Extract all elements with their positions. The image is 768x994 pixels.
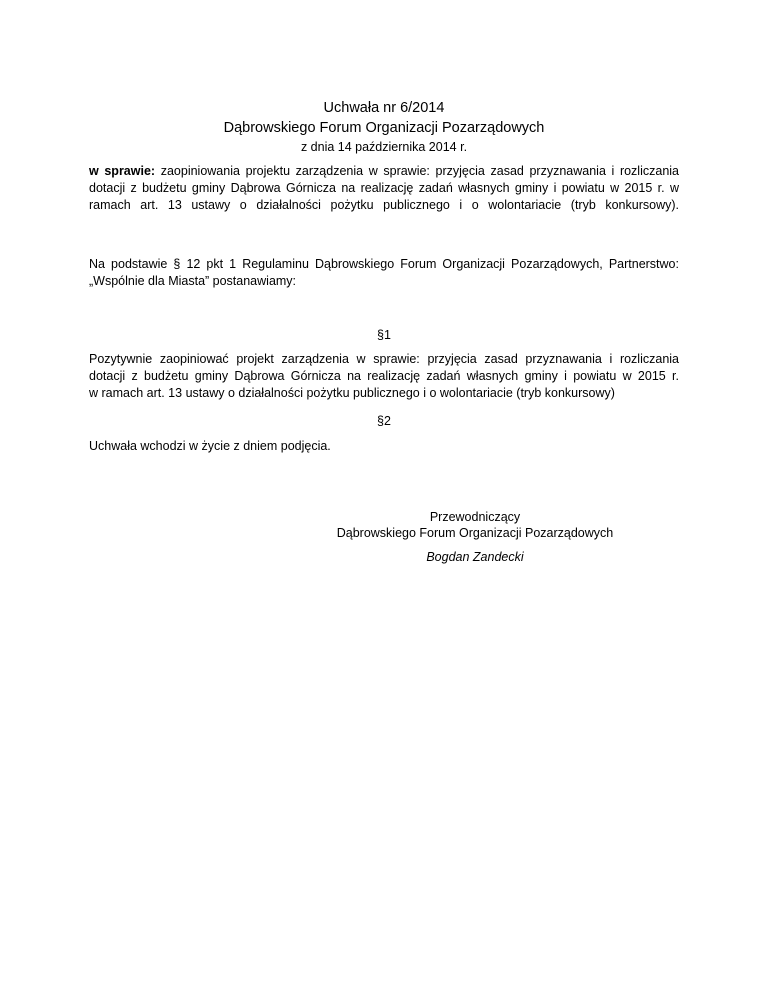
section-2-paragraph: Uchwała wchodzi w życie z dniem podjęcia. [89, 439, 331, 453]
section-2-heading: §2 [377, 414, 391, 428]
organization-name: Dąbrowskiego Forum Organizacji Pozarządowych [223, 120, 545, 136]
signature-name: Bogdan Zandecki [426, 550, 524, 564]
section-1-line-2: dotacji z budżetu gminy Dąbrowa Górnicza na realizację zadań własnych gminy i powiatu w 2015 r. [89, 369, 679, 383]
subject-line-2: dotacji z budżetu gminy Dąbrowa Górnicza na realizację zadań własnych gminy i powiatu w 2015 r. w [89, 181, 679, 195]
subject-line-1 [89, 163, 679, 180]
basis-paragraph [89, 256, 679, 290]
document-header [0, 98, 768, 156]
subject-line-3: ramach art. 13 ustawy o działalności pożytku publicznego i o wolontariacie (tryb konkursowy). [89, 198, 679, 212]
subject-lead: w sprawie: [89, 164, 156, 178]
section-1-line-1: Pozytywnie zaopiniować projekt zarządzenia w sprawie: przyjęcia zasad przyznawania i rozliczania [89, 352, 679, 366]
section-1-line-3: w ramach art. 13 ustawy o działalności pożytku publicznego i o wolontariacie (tryb konkursowy) [89, 386, 615, 400]
resolution-date: z dnia 14 października 2014 r. [300, 140, 468, 154]
section-1-paragraph [89, 351, 679, 402]
signature-organization: Dąbrowskiego Forum Organizacji Pozarządowych [336, 526, 614, 540]
signature-role: Przewodniczący [429, 510, 521, 524]
basis-line-2: „Wspólnie dla Miasta” postanawiamy: [89, 274, 297, 288]
basis-line-1: Na podstawie § 12 pkt 1 Regulaminu Dąbrowskiego Forum Organizacji Pozarządowych, Partnerstwo: [89, 257, 679, 271]
subject-paragraph [89, 163, 679, 214]
resolution-title: Uchwała nr 6/2014 [323, 100, 445, 116]
section-1-heading: §1 [377, 328, 391, 342]
subject-line-1-text: zaopiniowania projektu zarządzenia w sprawie: przyjęcia zasad przyznawania i rozliczania [160, 164, 679, 178]
